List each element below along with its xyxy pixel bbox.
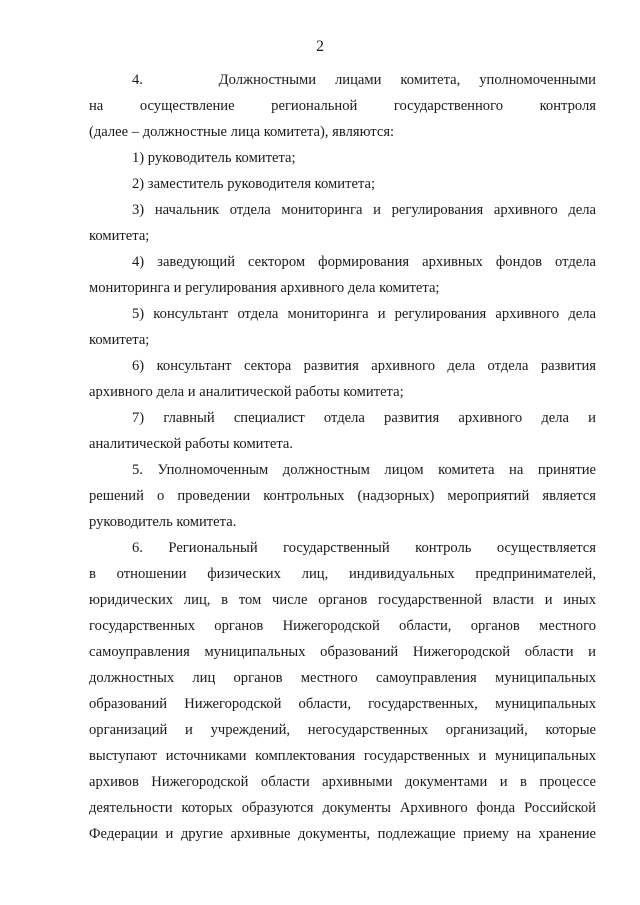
- text-line: государственных органов Нижегородской области, органов местного: [89, 618, 596, 634]
- text-line: юридических лиц, в том числе органов государственной власти и иных: [89, 592, 596, 608]
- text-line: 2) заместитель руководителя комитета;: [132, 176, 376, 192]
- list-item-4: [89, 249, 596, 301]
- text-line: комитета;: [89, 228, 150, 244]
- text-line: 5. Уполномоченным должностным лицом комитета на принятие: [132, 462, 596, 478]
- text-line: (далее – должностные лица комитета), являются:: [89, 124, 395, 140]
- text-line: в отношении физических лиц, индивидуальных предпринимателей,: [89, 566, 596, 582]
- text-line: на осуществление региональной государственного контроля: [89, 98, 596, 114]
- text-line: 6) консультант сектора развития архивного дела отдела развития: [132, 358, 596, 374]
- list-item-7: [89, 405, 596, 457]
- text-line: комитета;: [89, 332, 150, 348]
- paragraph-item-5: [89, 457, 596, 535]
- paragraph-item-4: [89, 67, 596, 145]
- paragraph-item-6: [89, 535, 596, 847]
- list-item-2: [89, 171, 596, 197]
- text-line: выступают источниками комплектования государственных и муниципальных: [89, 748, 596, 764]
- text-line: 6. Региональный государственный контроль осуществляется: [132, 540, 596, 556]
- text-line: самоуправления муниципальных образований Нижегородской области и: [89, 644, 596, 660]
- page-number: 2: [316, 38, 324, 55]
- text-line: деятельности которых образуются документы Архивного фонда Российской: [89, 800, 596, 816]
- text-line: 4) заведующий сектором формирования архивных фондов отдела: [132, 254, 596, 270]
- text-line: организаций и учреждений, негосударственных организаций, которые: [89, 722, 596, 738]
- list-item-6: [89, 353, 596, 405]
- text-line: архивного дела и аналитической работы комитета;: [89, 384, 404, 400]
- text-line: 3) начальник отдела мониторинга и регулирования архивного дела: [132, 202, 596, 218]
- list-item-5: [89, 301, 596, 353]
- text-line: архивов Нижегородской области архивными документами и в процессе: [89, 774, 596, 790]
- list-item-1: [89, 145, 596, 171]
- text-line: решений о проведении контрольных (надзорных) мероприятий является: [89, 488, 596, 504]
- text-line: 5) консультант отдела мониторинга и регулирования архивного дела: [132, 306, 596, 322]
- text-line: руководитель комитета.: [89, 514, 237, 530]
- text-line: 4. Должностными лицами комитета, уполномоченными: [132, 72, 596, 88]
- list-item-3: [89, 197, 596, 249]
- text-line: Федерации и другие архивные документы, подлежащие приему на хранение: [89, 826, 596, 842]
- text-line: должностных лиц органов местного самоуправления муниципальных: [89, 670, 596, 686]
- text-line: 1) руководитель комитета;: [132, 150, 296, 166]
- text-line: мониторинга и регулирования архивного дела комитета;: [89, 280, 440, 296]
- document-body: [89, 67, 596, 847]
- text-line: образований Нижегородской области, государственных, муниципальных: [89, 696, 596, 712]
- text-line: аналитической работы комитета.: [89, 436, 294, 452]
- text-line: 7) главный специалист отдела развития архивного дела и: [132, 410, 596, 426]
